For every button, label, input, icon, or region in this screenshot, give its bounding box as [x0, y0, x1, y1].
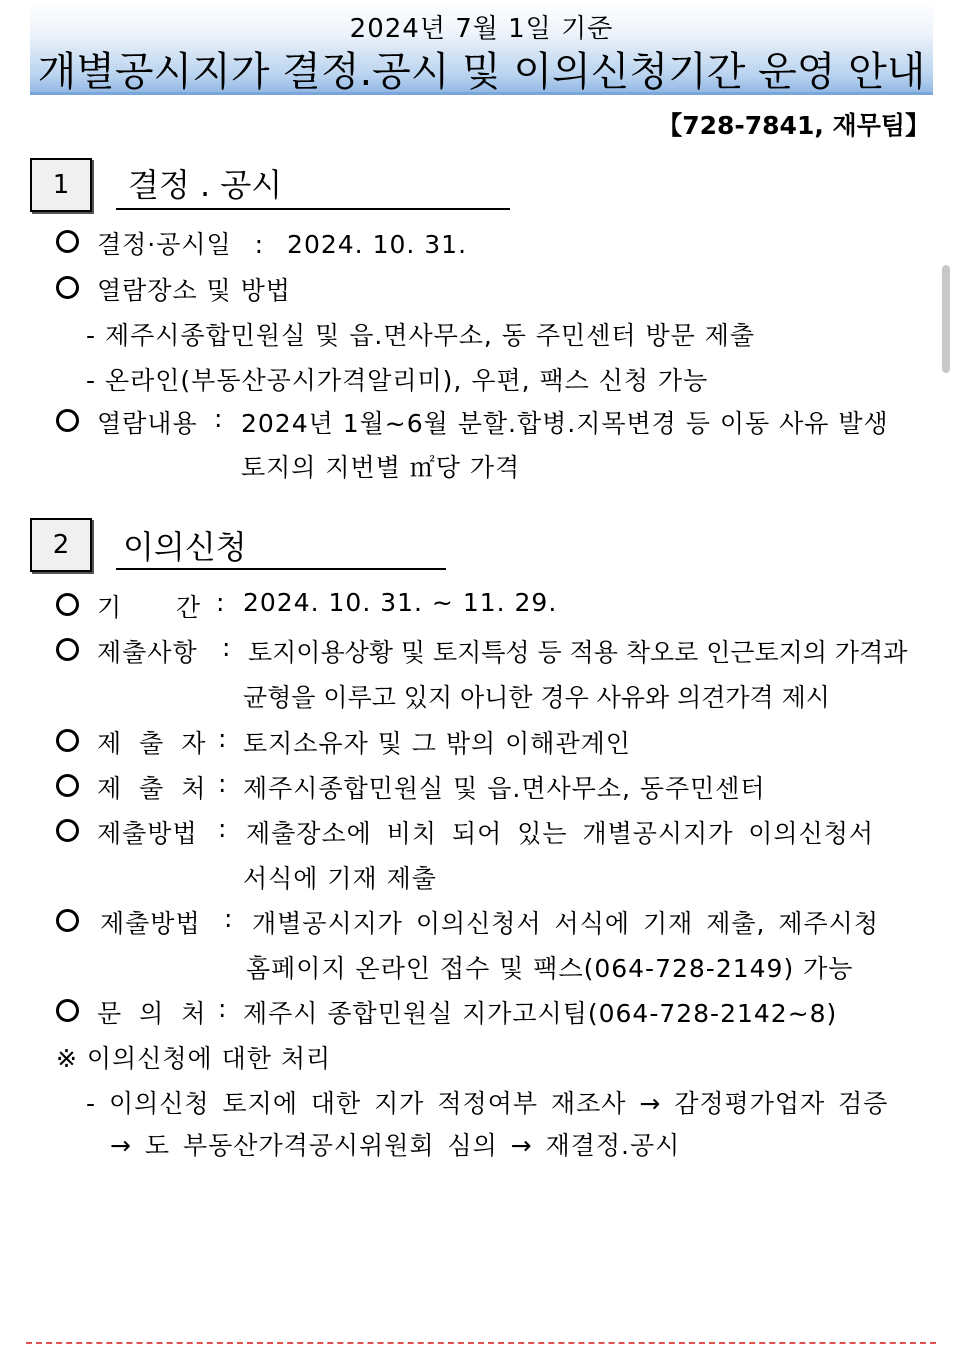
item-value-continued: 균형을 이루고 있지 아니한 경우 사유와 의견가격 제시 — [243, 683, 830, 712]
sub-item: - 제주시종합민원실 및 읍.면사무소, 동 주민센터 방문 제출 — [86, 321, 755, 350]
circle-bullet-icon — [56, 999, 79, 1022]
dashed-divider — [26, 1342, 936, 1344]
circle-bullet-icon — [56, 638, 79, 661]
item-separator: : — [224, 904, 234, 933]
note-line: - 이의신청 토지에 대한 지가 적정여부 재조사 → 감정평가업자 검증 — [86, 1089, 889, 1118]
item-value: 제주시종합민원실 및 읍.면사무소, 동주민센터 — [243, 774, 766, 803]
item-value: 제출장소에 비치 되어 있는 개별공시지가 이의신청서 — [246, 819, 875, 848]
item-label: 제출사항 — [97, 638, 198, 667]
item-label: 기 간 — [97, 593, 201, 622]
circle-bullet-icon — [56, 909, 79, 932]
circle-bullet-icon — [56, 729, 79, 752]
circle-bullet-icon — [56, 774, 79, 797]
header-date: 2024년 7월 1일 기준 — [349, 14, 614, 44]
item-label: 열람내용 — [97, 409, 198, 438]
item-separator: : — [218, 724, 228, 753]
circle-bullet-icon — [56, 819, 79, 842]
note-title: ※ 이의신청에 대한 처리 — [56, 1044, 332, 1073]
circle-bullet-icon — [56, 593, 79, 616]
item-value: 2024. 10. 31. ~ 11. 29. — [243, 588, 558, 617]
item-value-continued: 서식에 기재 제출 — [243, 864, 437, 893]
item-value-continued: 홈페이지 온라인 접수 및 팩스(064-728-2149) 가능 — [246, 954, 854, 983]
item-value: 2024년 1월~6월 분할.합병.지목변경 등 이동 사유 발생 — [241, 409, 889, 438]
item-separator: : — [218, 994, 228, 1023]
item-separator: : — [216, 588, 226, 617]
item-separator: : — [214, 404, 224, 433]
sub-item: - 온라인(부동산공시가격알리미), 우편, 팩스 신청 가능 — [86, 366, 709, 395]
item-label: 문 의 처 — [97, 999, 207, 1028]
item-value: 개별공시지가 이의신청서 서식에 기재 제출, 제주시청 — [252, 909, 879, 938]
section-title: 이의신청 — [123, 528, 247, 566]
item-value: 제주시 종합민원실 지가고시팀(064-728-2142~8) — [243, 999, 838, 1028]
item-separator: : — [254, 230, 265, 259]
item-value-continued: 토지의 지번별 ㎡당 가격 — [241, 453, 521, 482]
list-item: 열람장소 및 방법 — [97, 276, 291, 305]
section-underline — [116, 568, 446, 570]
item-value: 2024. 10. 31. — [287, 230, 468, 259]
item-value: 토지소유자 및 그 밖의 이해관계인 — [243, 729, 631, 758]
item-separator: : — [218, 814, 228, 843]
item-label: 제출방법 — [97, 819, 198, 848]
circle-bullet-icon — [56, 230, 79, 253]
item-separator: : — [222, 633, 232, 662]
item-label: 제 출 자 — [97, 729, 207, 758]
list-item — [97, 225, 467, 261]
item-label: 결정·공시일 — [97, 230, 232, 259]
item-value: 토지이용상황 및 토지특성 등 적용 착오로 인근토지의 가격과 — [248, 638, 908, 667]
item-label: 제 출 처 — [97, 774, 207, 803]
circle-bullet-icon — [56, 276, 79, 299]
item-separator: : — [218, 769, 228, 798]
page-title: 개별공시지가 결정.공시 및 이의신청기간 운영 안내 — [37, 49, 926, 95]
section-number-box: 1 — [30, 158, 92, 212]
contact-info: 【728-7841, 재무팀】 — [657, 111, 930, 140]
note-line: → 도 부동산가격공시위원회 심의 → 재결정.공시 — [110, 1131, 681, 1160]
item-label: 제출방법 — [100, 909, 201, 938]
section-number-box: 2 — [30, 518, 92, 572]
vertical-scrollbar[interactable] — [942, 265, 950, 373]
circle-bullet-icon — [56, 409, 79, 432]
section-underline — [116, 208, 510, 210]
section-title: 결정 . 공시 — [128, 166, 283, 204]
